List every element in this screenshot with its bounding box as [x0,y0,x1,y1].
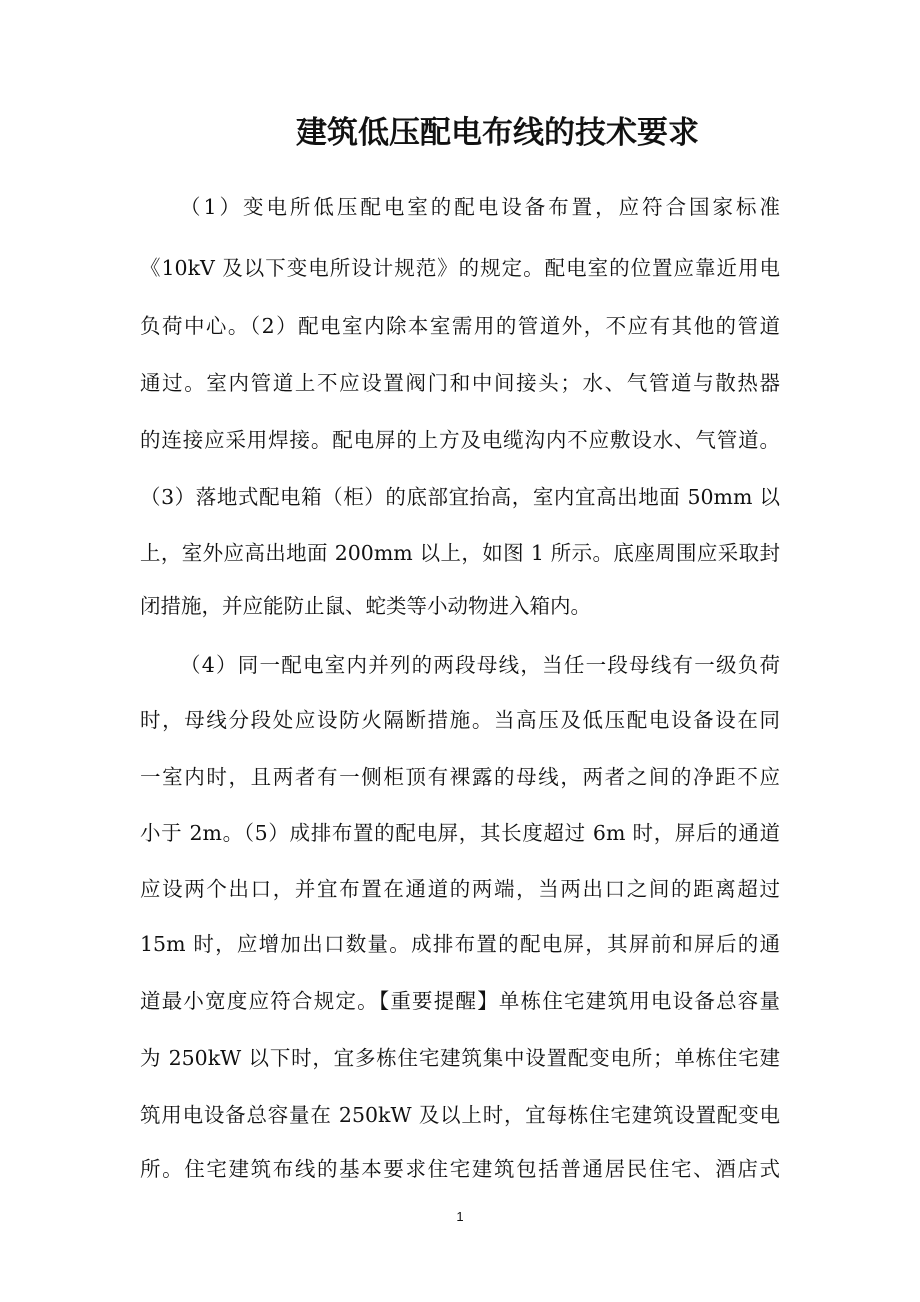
paragraph-line: 筑用电设备总容量在 250kW 及以上时，宜每栋住宅建筑设置配变电 [140,1103,780,1127]
paragraph-line: 上，室外应高出地面 200mm 以上，如图 1 所示。底座周围应采取封 [140,541,780,565]
paragraph-line: 的连接应采用焊接。配电屏的上方及电缆沟内不应敷设水、气管道。 [140,428,780,452]
paragraph-line: 负荷中心。（2）配电室内除本室需用的管道外，不应有其他的管道 [140,314,780,338]
paragraph-line: 道最小宽度应符合规定。【重要提醒】单栋住宅建筑用电设备总容量 [140,989,780,1013]
paragraph-line: 闭措施，并应能防止鼠、蛇类等小动物进入箱内。 [140,594,591,618]
paragraph-line: 为 250kW 以下时，宜多栋住宅建筑集中设置配变电所；单栋住宅建 [140,1046,780,1070]
paragraph-line: 通过。室内管道上不应设置阀门和中间接头；水、气管道与散热器 [140,371,780,395]
paragraph-line: 小于 2m。（5）成排布置的配电屏，其长度超过 6m 时，屏后的通道 [140,821,780,845]
page-number: 1 [456,1209,464,1224]
paragraph-line: 《10kV 及以下变电所设计规范》的规定。配电室的位置应靠近用电 [140,256,780,280]
paragraph-line: （4）同一配电室内并列的两段母线，当任一段母线有一级负荷 [180,653,780,677]
paragraph-line: 所。住宅建筑布线的基本要求住宅建筑包括普通居民住宅、酒店式 [140,1157,780,1181]
document-title: 建筑低压配电布线的技术要求 [296,115,699,151]
paragraph-line: （3）落地式配电箱（柜）的底部宜抬高，室内宜高出地面 50mm 以 [140,485,780,509]
paragraph-line: 时，母线分段处应设防火隔断措施。当高压及低压配电设备设在同 [140,708,780,732]
paragraph-line: 应设两个出口，并宜布置在通道的两端，当两出口之间的距离超过 [140,877,780,901]
paragraph-line: （1）变电所低压配电室的配电设备布置，应符合国家标准 [180,195,780,219]
paragraph-line: 一室内时，且两者有一侧柜顶有裸露的母线，两者之间的净距不应 [140,765,780,789]
paragraph-line: 15m 时，应增加出口数量。成排布置的配电屏，其屏前和屏后的通 [140,932,780,956]
